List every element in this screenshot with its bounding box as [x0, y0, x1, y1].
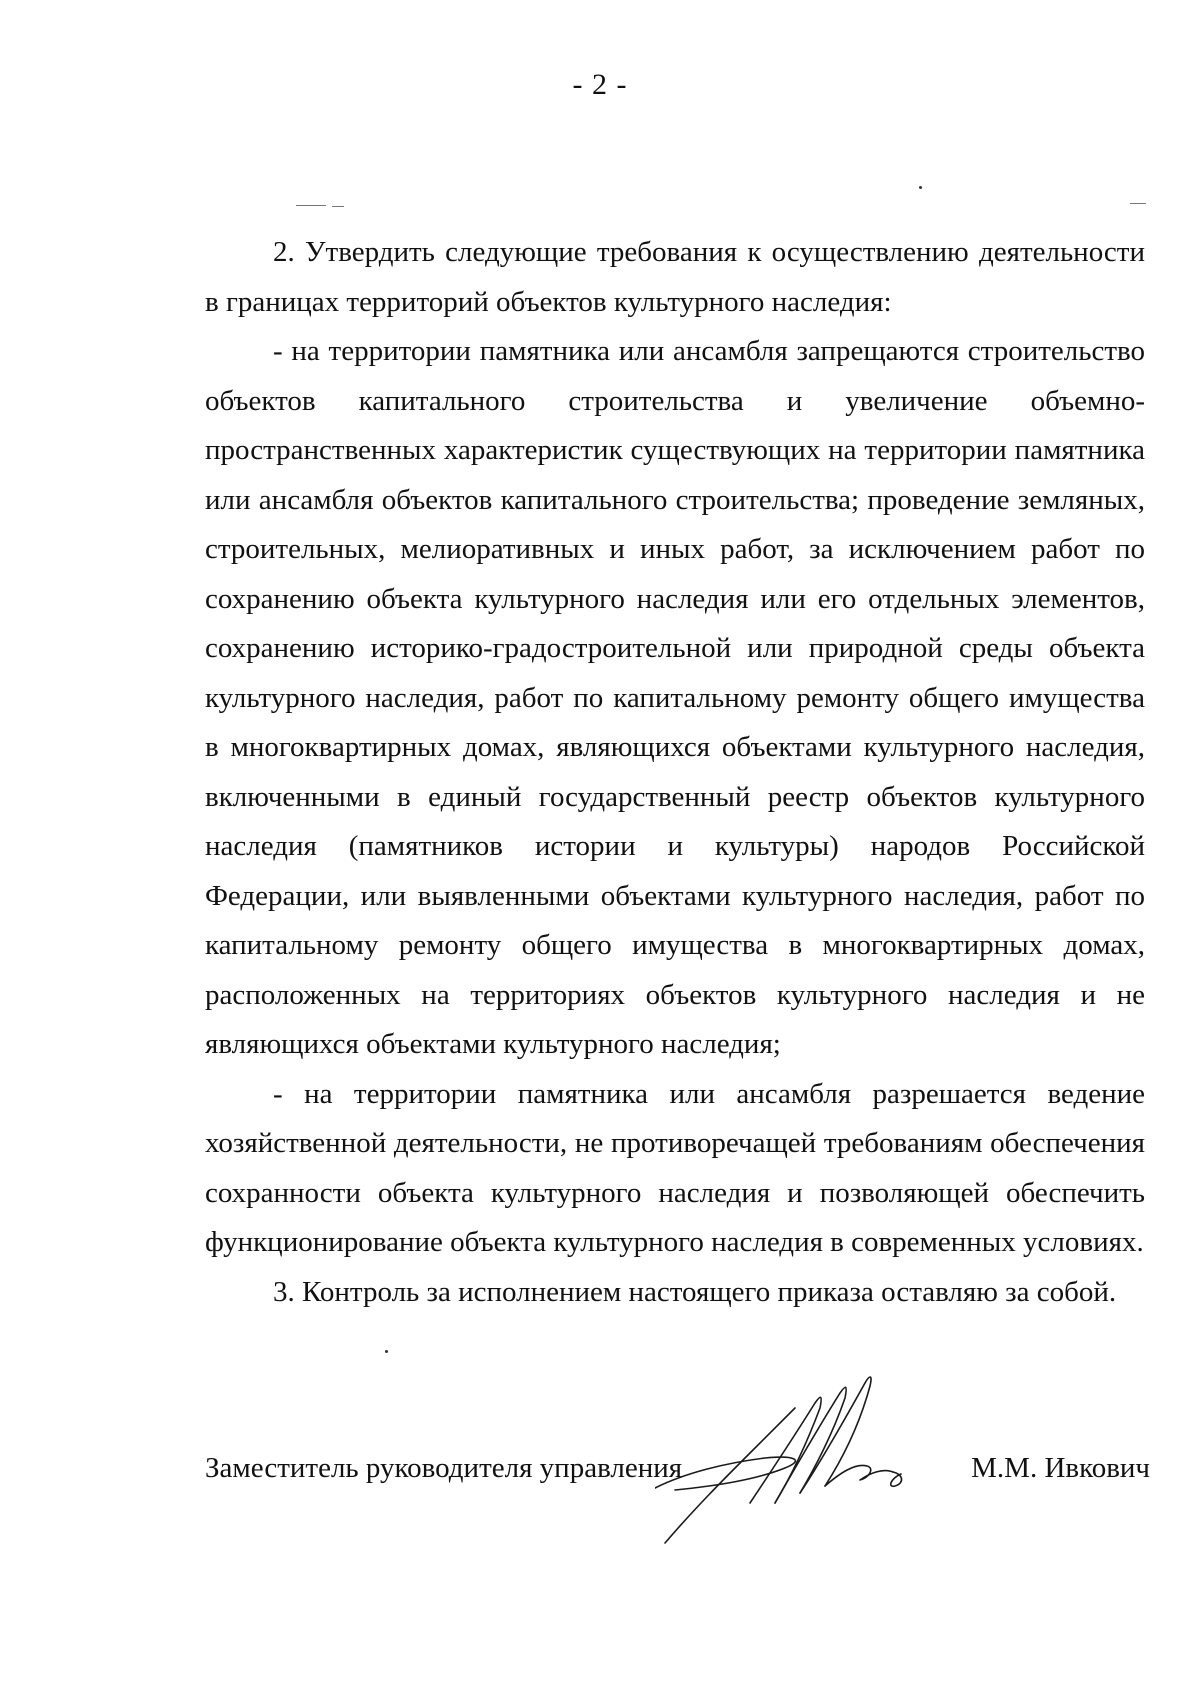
scan-artifact: [296, 205, 326, 206]
scan-artifact: [1130, 203, 1146, 204]
scan-artifact: [332, 206, 344, 207]
scan-artifact: [385, 1350, 388, 1353]
handwritten-signature: [655, 1368, 955, 1553]
scan-artifact: [919, 186, 922, 189]
page-number: - 2 -: [572, 68, 628, 101]
paragraph-permissions: - на территории памятника или ансамбля разрешается ведение хозяйственной деятельности, не противоречащей требованиям обеспечения сохранности объекта культурного наследия и позволяющей обеспечить функционирование объекта культурного наследия в современных условиях.: [205, 1077, 1145, 1258]
paragraph-item-2: 2. Утвердить следующие требования к осуществлению деятельности в границах территорий объектов культурного наследия:: [205, 236, 1145, 318]
signer-title: Заместитель руководителя управления: [205, 1452, 683, 1484]
document-body: [205, 228, 1145, 1317]
signer-name: М.М. Ивкович: [971, 1452, 1150, 1484]
paragraph-prohibitions: - на территории памятника или ансамбля запрещаются строительство объектов капитального строительства и увеличение объемно-пространственных характеристик существующих на территории памятника или ансамбля объектов капитального строительства; проведение земляных, строительных, мелиоративных и иных работ, за исключением работ по сохранению объекта культурного наследия или его отдельных элементов, сохранению историко-градостроительной или природной среды объекта культурного наследия, работ по капитальному ремонту общего имущества в многоквартирных домах, являющихся объектами культурного наследия, включенными в единый государственный реестр объектов культурного наследия (памятников истории и культуры) народов Российской Федерации, или выявленными объектами культурного наследия, работ по капитальному ремонту общего имущества в многоквартирных домах, расположенных на территориях объектов культурного наследия и не являющихся объектами культурного наследия;: [205, 335, 1145, 1060]
paragraph-item-3: 3. Контроль за исполнением настоящего приказа оставляю за собой.: [273, 1275, 1117, 1308]
